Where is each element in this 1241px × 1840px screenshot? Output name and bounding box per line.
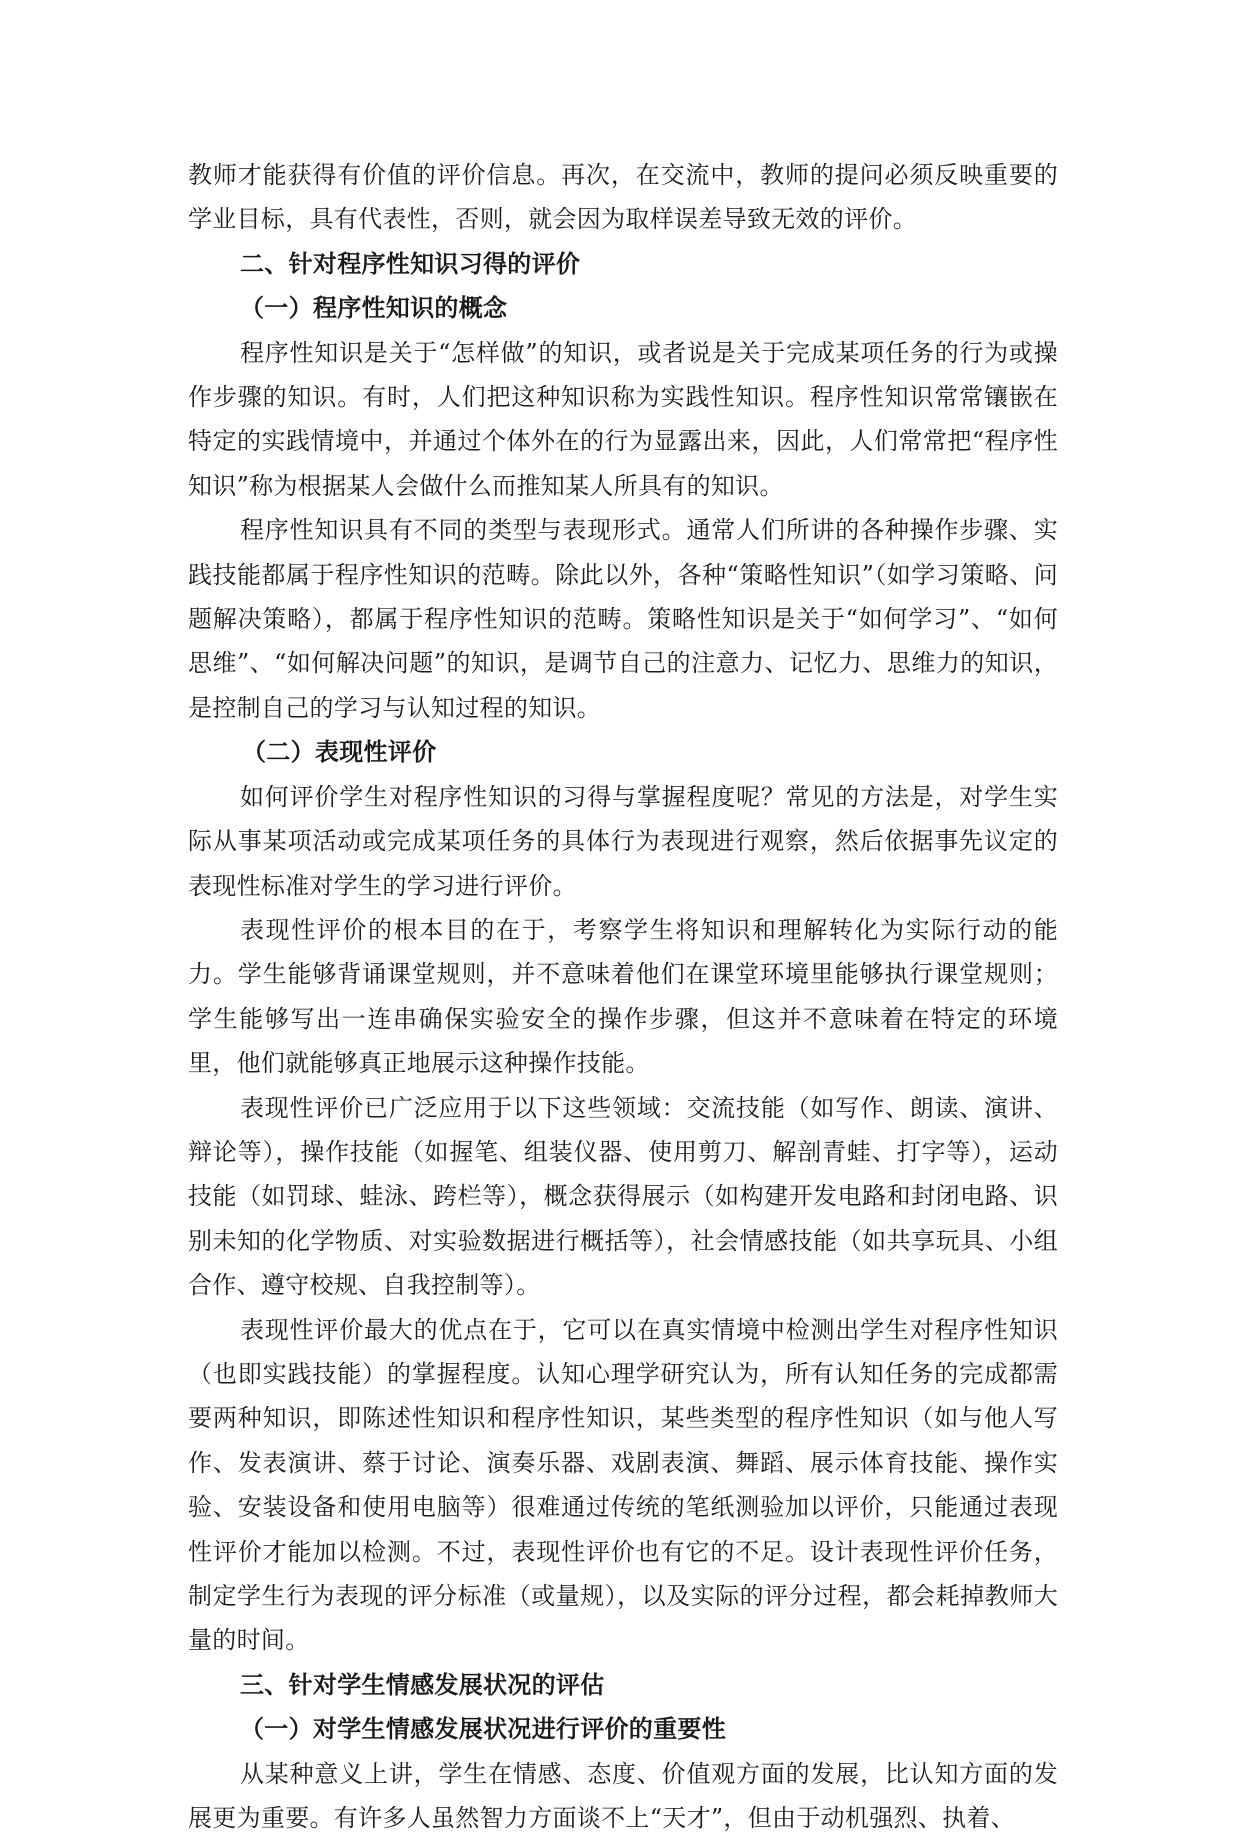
document-body [188, 153, 1058, 1840]
paragraph: 从某种意义上讲，学生在情感、态度、价值观方面的发展，比认知方面的发展更为重要。有许多人虽然智力方面谈不上“天才”，但由于动机强烈、执着、 [188, 1759, 1058, 1833]
paragraph: 表现性评价的根本目的在于，考察学生将知识和理解转化为实际行动的能力。学生能够背诵课堂规则，并不意味着他们在课堂环境里能够执行课堂规则；学生能够写出一连串确保实验安全的操作步骤，但这并不意味着在特定的环境里，他们就能够真正地展示这种操作技能。 [188, 915, 1058, 1078]
paragraph: 程序性知识具有不同的类型与表现形式。通常人们所讲的各种操作步骤、实践技能都属于程序性知识的范畴。除此以外，各种“策略性知识”（如学习策略、问题解决策略），都属于程序性知识的范畴。策略性知识是关于“如何学习”、“如何思维”、“如何解决问题”的知识，是调节自己的注意力、记忆力、思维力的知识，是控制自己的学习与认知过程的知识。 [188, 516, 1058, 722]
subsection-heading: （二）表现性评价 [242, 738, 437, 767]
paragraph: 表现性评价最大的优点在于，它可以在真实情境中检测出学生对程序性知识（也即实践技能）的掌握程度。认知心理学研究认为，所有认知任务的完成都需要两种知识，即陈述性知识和程序性知识，某些类型的程序性知识（如与他人写作、发表演讲、蔡于讨论、演奏乐器、戏剧表演、舞蹈、展示体育技能、操作实验、安装设备和使用电脑等）很难通过传统的笔纸测验加以评价，只能通过表现性评价才能加以检测。不过，表现性评价也有它的不足。设计表现性评价任务，制定学生行为表现的评分标准（或量规），以及实际的评分过程，都会耗掉教师大量的时间。 [188, 1315, 1058, 1655]
paragraph: 表现性评价已广泛应用于以下这些领域：交流技能（如写作、朗读、演讲、辩论等），操作技能（如握笔、组装仪器、使用剪刀、解剖青蛙、打字等），运动技能（如罚球、蛙泳、跨栏等），概念获得展示（如构建开发电路和封闭电路、识别未知的化学物质、对实验数据进行概括等），社会情感技能（如共享玩具、小组合作、遵守校规、自我控制等）。 [188, 1093, 1058, 1300]
subsection-heading: （一）程序性知识的概念 [240, 294, 508, 323]
subsection-heading: （一）对学生情感发展状况进行评价的重要性 [240, 1715, 726, 1744]
section-heading: 三、针对学生情感发展状况的评估 [240, 1670, 605, 1699]
paragraph: 程序性知识是关于“怎样做”的知识，或者说是关于完成某项任务的行为或操作步骤的知识。有时，人们把这种知识称为实践性知识。程序性知识常常镶嵌在特定的实践情境中，并通过个体外在的行为显露出来，因此，人们常常把“程序性知识”称为根据某人会做什么而推知某人所具有的知识。 [188, 338, 1058, 500]
paragraph: 如何评价学生对程序性知识的习得与掌握程度呢？常见的方法是，对学生实际从事某项活动或完成某项任务的具体行为表现进行观察，然后依据事先议定的表现性标准对学生的学习进行评价。 [188, 782, 1058, 900]
section-heading: 二、针对程序性知识习得的评价 [240, 249, 581, 278]
paragraph: 教师才能获得有价值的评价信息。再次，在交流中，教师的提问必须反映重要的学业目标，具有代表性，否则，就会因为取样误差导致无效的评价。 [188, 161, 1058, 234]
